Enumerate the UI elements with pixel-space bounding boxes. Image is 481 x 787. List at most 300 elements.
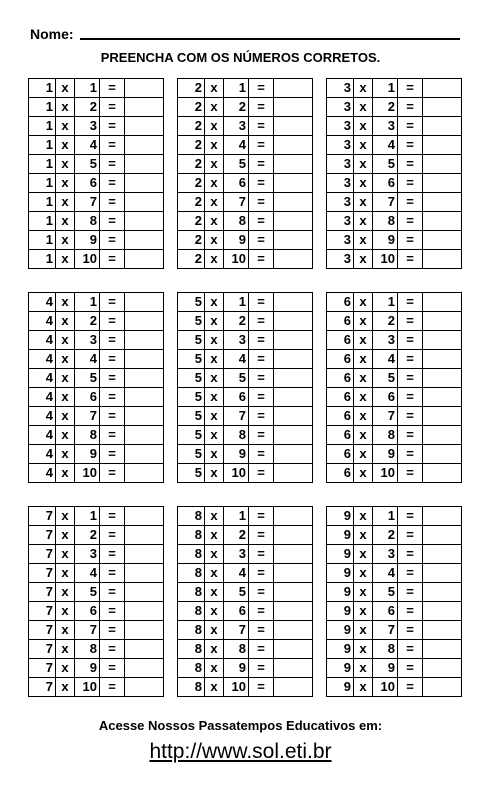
- multiplier: 3: [224, 545, 249, 564]
- times-sign: x: [205, 640, 224, 659]
- times-sign: x: [205, 659, 224, 678]
- multiplicand: 5: [178, 331, 205, 350]
- multiplier: 4: [373, 564, 398, 583]
- equals-sign: =: [100, 250, 125, 269]
- table-row: [29, 312, 164, 331]
- multiplicand: 8: [178, 659, 205, 678]
- answer-cell[interactable]: [125, 331, 164, 350]
- multiplicand: 5: [178, 350, 205, 369]
- times-sign: x: [354, 564, 373, 583]
- answer-cell[interactable]: [125, 659, 164, 678]
- answer-cell[interactable]: [274, 602, 313, 621]
- table-row: [327, 583, 462, 602]
- answer-cell[interactable]: [274, 212, 313, 231]
- times-sign: x: [354, 312, 373, 331]
- equals-sign: =: [398, 98, 423, 117]
- multiplier: 2: [224, 312, 249, 331]
- multiplicand: 1: [29, 117, 56, 136]
- answer-cell[interactable]: [125, 350, 164, 369]
- multiplicand: 6: [327, 331, 354, 350]
- table-row: [29, 621, 164, 640]
- answer-cell[interactable]: [125, 526, 164, 545]
- table-row: [327, 293, 462, 312]
- multiplier: 4: [373, 350, 398, 369]
- multiplier: 2: [75, 98, 100, 117]
- table-row: [327, 678, 462, 697]
- answer-cell[interactable]: [423, 564, 462, 583]
- answer-cell[interactable]: [274, 388, 313, 407]
- multiplicand: 7: [29, 640, 56, 659]
- multiplicand: 7: [29, 507, 56, 526]
- multiplicand: 3: [327, 155, 354, 174]
- answer-cell[interactable]: [125, 155, 164, 174]
- answer-cell[interactable]: [125, 678, 164, 697]
- answer-cell[interactable]: [274, 250, 313, 269]
- table-row: [29, 564, 164, 583]
- answer-cell[interactable]: [274, 426, 313, 445]
- equals-sign: =: [100, 659, 125, 678]
- footer-link[interactable]: http://www.sol.eti.br: [149, 740, 332, 763]
- answer-cell[interactable]: [423, 231, 462, 250]
- table-row: [327, 312, 462, 331]
- equals-sign: =: [100, 79, 125, 98]
- answer-cell[interactable]: [423, 640, 462, 659]
- multiplicand: 6: [327, 369, 354, 388]
- multiplicand: 5: [178, 388, 205, 407]
- multiplier: 9: [75, 659, 100, 678]
- answer-cell[interactable]: [274, 98, 313, 117]
- equals-sign: =: [398, 388, 423, 407]
- multiplicand: 4: [29, 312, 56, 331]
- multiplicand: 4: [29, 426, 56, 445]
- answer-cell[interactable]: [423, 426, 462, 445]
- name-row: [30, 20, 460, 42]
- multiplier: 7: [224, 407, 249, 426]
- multiplier: 10: [75, 464, 100, 483]
- table-row: [178, 350, 313, 369]
- equals-sign: =: [100, 98, 125, 117]
- table-row: [29, 388, 164, 407]
- name-field[interactable]: [80, 38, 460, 40]
- equals-sign: =: [398, 564, 423, 583]
- answer-cell[interactable]: [274, 583, 313, 602]
- multiplicand: 2: [178, 231, 205, 250]
- times-sign: x: [56, 583, 75, 602]
- table-row: [327, 445, 462, 464]
- answer-cell[interactable]: [125, 293, 164, 312]
- multiplicand: 2: [178, 212, 205, 231]
- table-row: [178, 331, 313, 350]
- times-sign: x: [205, 526, 224, 545]
- table-row: [327, 426, 462, 445]
- answer-cell[interactable]: [274, 350, 313, 369]
- equals-sign: =: [398, 250, 423, 269]
- multiplicand: 2: [178, 155, 205, 174]
- answer-cell[interactable]: [274, 193, 313, 212]
- answer-cell[interactable]: [423, 79, 462, 98]
- answer-cell[interactable]: [423, 621, 462, 640]
- multiplicand: 4: [29, 407, 56, 426]
- times-sign: x: [205, 545, 224, 564]
- multiplier: 9: [224, 659, 249, 678]
- answer-cell[interactable]: [125, 426, 164, 445]
- multiplier: 8: [224, 426, 249, 445]
- multiplier: 7: [75, 193, 100, 212]
- multiplicand: 5: [178, 312, 205, 331]
- multiplicand: 9: [327, 583, 354, 602]
- answer-cell[interactable]: [125, 464, 164, 483]
- answer-cell[interactable]: [125, 174, 164, 193]
- times-sign: x: [205, 426, 224, 445]
- multiplicand: 5: [178, 445, 205, 464]
- answer-cell[interactable]: [274, 564, 313, 583]
- multiplier: 4: [224, 350, 249, 369]
- times-sign: x: [205, 369, 224, 388]
- multiplier: 3: [75, 545, 100, 564]
- table-row: [327, 464, 462, 483]
- answer-cell[interactable]: [125, 507, 164, 526]
- times-sign: x: [56, 621, 75, 640]
- equals-sign: =: [100, 464, 125, 483]
- multiplicand: 5: [178, 407, 205, 426]
- multiplicand: 1: [29, 136, 56, 155]
- multiplier: 4: [75, 564, 100, 583]
- equals-sign: =: [100, 545, 125, 564]
- answer-cell[interactable]: [125, 564, 164, 583]
- table-row: [327, 388, 462, 407]
- multiplicand: 7: [29, 526, 56, 545]
- times-sign: x: [354, 250, 373, 269]
- equals-sign: =: [249, 659, 274, 678]
- answer-cell[interactable]: [274, 231, 313, 250]
- answer-cell[interactable]: [423, 350, 462, 369]
- answer-cell[interactable]: [274, 545, 313, 564]
- answer-cell[interactable]: [423, 659, 462, 678]
- equals-sign: =: [100, 640, 125, 659]
- multiplicand: 9: [327, 640, 354, 659]
- equals-sign: =: [100, 602, 125, 621]
- multiplier: 9: [75, 445, 100, 464]
- answer-cell[interactable]: [423, 117, 462, 136]
- multiplicand: 6: [327, 407, 354, 426]
- equals-sign: =: [249, 174, 274, 193]
- equals-sign: =: [100, 312, 125, 331]
- answer-cell[interactable]: [125, 312, 164, 331]
- answer-cell[interactable]: [125, 79, 164, 98]
- equals-sign: =: [398, 212, 423, 231]
- times-sign: x: [205, 174, 224, 193]
- answer-cell[interactable]: [423, 136, 462, 155]
- equals-sign: =: [398, 445, 423, 464]
- table-row: [29, 250, 164, 269]
- answer-cell[interactable]: [423, 583, 462, 602]
- multiplier: 9: [75, 231, 100, 250]
- times-sign: x: [205, 212, 224, 231]
- table-row: [327, 350, 462, 369]
- answer-cell[interactable]: [423, 250, 462, 269]
- equals-sign: =: [398, 464, 423, 483]
- answer-cell[interactable]: [423, 526, 462, 545]
- answer-cell[interactable]: [274, 312, 313, 331]
- answer-cell[interactable]: [274, 678, 313, 697]
- answer-cell[interactable]: [125, 250, 164, 269]
- table-row: [327, 369, 462, 388]
- answer-cell[interactable]: [423, 312, 462, 331]
- multiplicand: 4: [29, 388, 56, 407]
- table-row: [29, 464, 164, 483]
- table-row: [29, 174, 164, 193]
- answer-cell[interactable]: [423, 98, 462, 117]
- table-row: [178, 507, 313, 526]
- multiplicand: 9: [327, 621, 354, 640]
- times-sign: x: [354, 602, 373, 621]
- table-row: [178, 174, 313, 193]
- times-sign: x: [205, 583, 224, 602]
- multiplicand: 3: [327, 117, 354, 136]
- multiplier: 6: [373, 174, 398, 193]
- equals-sign: =: [398, 174, 423, 193]
- table-row: [29, 98, 164, 117]
- times-sign: x: [354, 117, 373, 136]
- multiplier: 10: [373, 250, 398, 269]
- multiplicand: 6: [327, 464, 354, 483]
- table-row: [327, 136, 462, 155]
- equals-sign: =: [398, 640, 423, 659]
- multiplicand: 2: [178, 250, 205, 269]
- equals-sign: =: [100, 507, 125, 526]
- multiplier: 4: [75, 136, 100, 155]
- answer-cell[interactable]: [125, 621, 164, 640]
- times-sign: x: [56, 155, 75, 174]
- answer-cell[interactable]: [274, 407, 313, 426]
- multiplicand: 1: [29, 193, 56, 212]
- multiplier: 6: [224, 602, 249, 621]
- equals-sign: =: [398, 621, 423, 640]
- multiplier: 8: [75, 640, 100, 659]
- answer-cell[interactable]: [274, 507, 313, 526]
- equals-sign: =: [100, 193, 125, 212]
- answer-cell[interactable]: [274, 464, 313, 483]
- multiplicand: 8: [178, 621, 205, 640]
- answer-cell[interactable]: [274, 293, 313, 312]
- multiplier: 9: [373, 445, 398, 464]
- multiplier: 1: [373, 507, 398, 526]
- answer-cell[interactable]: [423, 293, 462, 312]
- equals-sign: =: [398, 426, 423, 445]
- answer-cell[interactable]: [274, 155, 313, 174]
- equals-sign: =: [398, 293, 423, 312]
- times-sign: x: [354, 331, 373, 350]
- answer-cell[interactable]: [274, 174, 313, 193]
- answer-cell[interactable]: [274, 640, 313, 659]
- answer-cell[interactable]: [125, 193, 164, 212]
- multiplier: 5: [224, 155, 249, 174]
- answer-cell[interactable]: [125, 640, 164, 659]
- table-row: [178, 369, 313, 388]
- equals-sign: =: [249, 545, 274, 564]
- multiplicand: 6: [327, 426, 354, 445]
- table-row: [178, 231, 313, 250]
- table-row: [327, 231, 462, 250]
- multiplier: 2: [75, 312, 100, 331]
- multiplicand: 6: [327, 312, 354, 331]
- times-sign: x: [205, 678, 224, 697]
- times-sign: x: [354, 407, 373, 426]
- multiplier: 4: [75, 350, 100, 369]
- equals-sign: =: [100, 212, 125, 231]
- multiplier: 6: [75, 388, 100, 407]
- equals-sign: =: [249, 526, 274, 545]
- times-sign: x: [205, 621, 224, 640]
- answer-cell[interactable]: [274, 659, 313, 678]
- table-row: [178, 79, 313, 98]
- times-sign: x: [56, 640, 75, 659]
- table-row: [29, 545, 164, 564]
- table-row: [178, 678, 313, 697]
- answer-cell[interactable]: [423, 407, 462, 426]
- multiplicand: 3: [327, 174, 354, 193]
- answer-cell[interactable]: [423, 602, 462, 621]
- answer-cell[interactable]: [274, 331, 313, 350]
- times-sign: x: [354, 388, 373, 407]
- multiplier: 3: [373, 117, 398, 136]
- equals-sign: =: [100, 445, 125, 464]
- answer-cell[interactable]: [274, 369, 313, 388]
- times-sign: x: [205, 79, 224, 98]
- answer-cell[interactable]: [125, 602, 164, 621]
- multiplicand: 2: [178, 174, 205, 193]
- multiplication-table: [28, 78, 164, 269]
- answer-cell[interactable]: [423, 331, 462, 350]
- answer-cell[interactable]: [125, 212, 164, 231]
- answer-cell[interactable]: [125, 117, 164, 136]
- instructions: PREENCHA COM OS NÚMEROS CORRETOS.: [100, 50, 381, 65]
- multiplicand: 4: [29, 464, 56, 483]
- multiplicand: 4: [29, 331, 56, 350]
- times-sign: x: [205, 388, 224, 407]
- times-sign: x: [205, 507, 224, 526]
- answer-cell[interactable]: [125, 231, 164, 250]
- multiplier: 2: [373, 98, 398, 117]
- answer-cell[interactable]: [423, 174, 462, 193]
- equals-sign: =: [249, 193, 274, 212]
- answer-cell[interactable]: [423, 193, 462, 212]
- answer-cell[interactable]: [125, 98, 164, 117]
- answer-cell[interactable]: [274, 621, 313, 640]
- answer-cell[interactable]: [274, 136, 313, 155]
- multiplier: 5: [75, 583, 100, 602]
- multiplicand: 7: [29, 583, 56, 602]
- multiplicand: 7: [29, 564, 56, 583]
- table-row: [178, 312, 313, 331]
- answer-cell[interactable]: [125, 407, 164, 426]
- multiplicand: 8: [178, 526, 205, 545]
- times-sign: x: [56, 407, 75, 426]
- equals-sign: =: [249, 426, 274, 445]
- answer-cell[interactable]: [423, 369, 462, 388]
- equals-sign: =: [249, 369, 274, 388]
- answer-cell[interactable]: [125, 388, 164, 407]
- multiplier: 3: [75, 117, 100, 136]
- times-sign: x: [56, 545, 75, 564]
- equals-sign: =: [398, 369, 423, 388]
- multiplier: 10: [75, 250, 100, 269]
- multiplicand: 8: [178, 583, 205, 602]
- equals-sign: =: [249, 602, 274, 621]
- equals-sign: =: [249, 293, 274, 312]
- multiplier: 7: [373, 193, 398, 212]
- answer-cell[interactable]: [423, 212, 462, 231]
- answer-cell[interactable]: [125, 445, 164, 464]
- equals-sign: =: [100, 136, 125, 155]
- answer-cell[interactable]: [423, 445, 462, 464]
- answer-cell[interactable]: [274, 79, 313, 98]
- equals-sign: =: [100, 174, 125, 193]
- multiplicand: 9: [327, 545, 354, 564]
- answer-cell[interactable]: [274, 526, 313, 545]
- equals-sign: =: [100, 526, 125, 545]
- multiplicand: 8: [178, 678, 205, 697]
- equals-sign: =: [100, 388, 125, 407]
- answer-cell[interactable]: [423, 464, 462, 483]
- multiplier: 5: [373, 155, 398, 174]
- equals-sign: =: [100, 155, 125, 174]
- times-sign: x: [56, 117, 75, 136]
- multiplier: 1: [373, 293, 398, 312]
- equals-sign: =: [249, 98, 274, 117]
- multiplicand: 5: [178, 426, 205, 445]
- answer-cell[interactable]: [125, 369, 164, 388]
- answer-cell[interactable]: [423, 507, 462, 526]
- table-row: [29, 445, 164, 464]
- equals-sign: =: [100, 331, 125, 350]
- table-row: [29, 407, 164, 426]
- answer-cell[interactable]: [423, 388, 462, 407]
- table-row: [29, 583, 164, 602]
- multiplier: 8: [75, 212, 100, 231]
- equals-sign: =: [100, 117, 125, 136]
- multiplier: 10: [373, 678, 398, 697]
- table-row: [178, 621, 313, 640]
- times-sign: x: [205, 331, 224, 350]
- multiplier: 6: [75, 174, 100, 193]
- table-row: [327, 545, 462, 564]
- equals-sign: =: [398, 507, 423, 526]
- table-row: [29, 426, 164, 445]
- table-row: [327, 407, 462, 426]
- multiplier: 3: [373, 331, 398, 350]
- multiplicand: 2: [178, 193, 205, 212]
- answer-cell[interactable]: [423, 155, 462, 174]
- table-row: [178, 564, 313, 583]
- answer-cell[interactable]: [423, 545, 462, 564]
- multiplier: 9: [373, 659, 398, 678]
- answer-cell[interactable]: [274, 445, 313, 464]
- equals-sign: =: [398, 350, 423, 369]
- footer-text: Acesse Nossos Passatempos Educativos em:: [98, 718, 383, 733]
- answer-cell[interactable]: [274, 117, 313, 136]
- answer-cell[interactable]: [125, 545, 164, 564]
- equals-sign: =: [249, 507, 274, 526]
- answer-cell[interactable]: [125, 583, 164, 602]
- multiplicand: 8: [178, 564, 205, 583]
- answer-cell[interactable]: [125, 136, 164, 155]
- table-row: [178, 193, 313, 212]
- equals-sign: =: [249, 312, 274, 331]
- multiplier: 5: [75, 369, 100, 388]
- answer-cell[interactable]: [423, 678, 462, 697]
- equals-sign: =: [100, 231, 125, 250]
